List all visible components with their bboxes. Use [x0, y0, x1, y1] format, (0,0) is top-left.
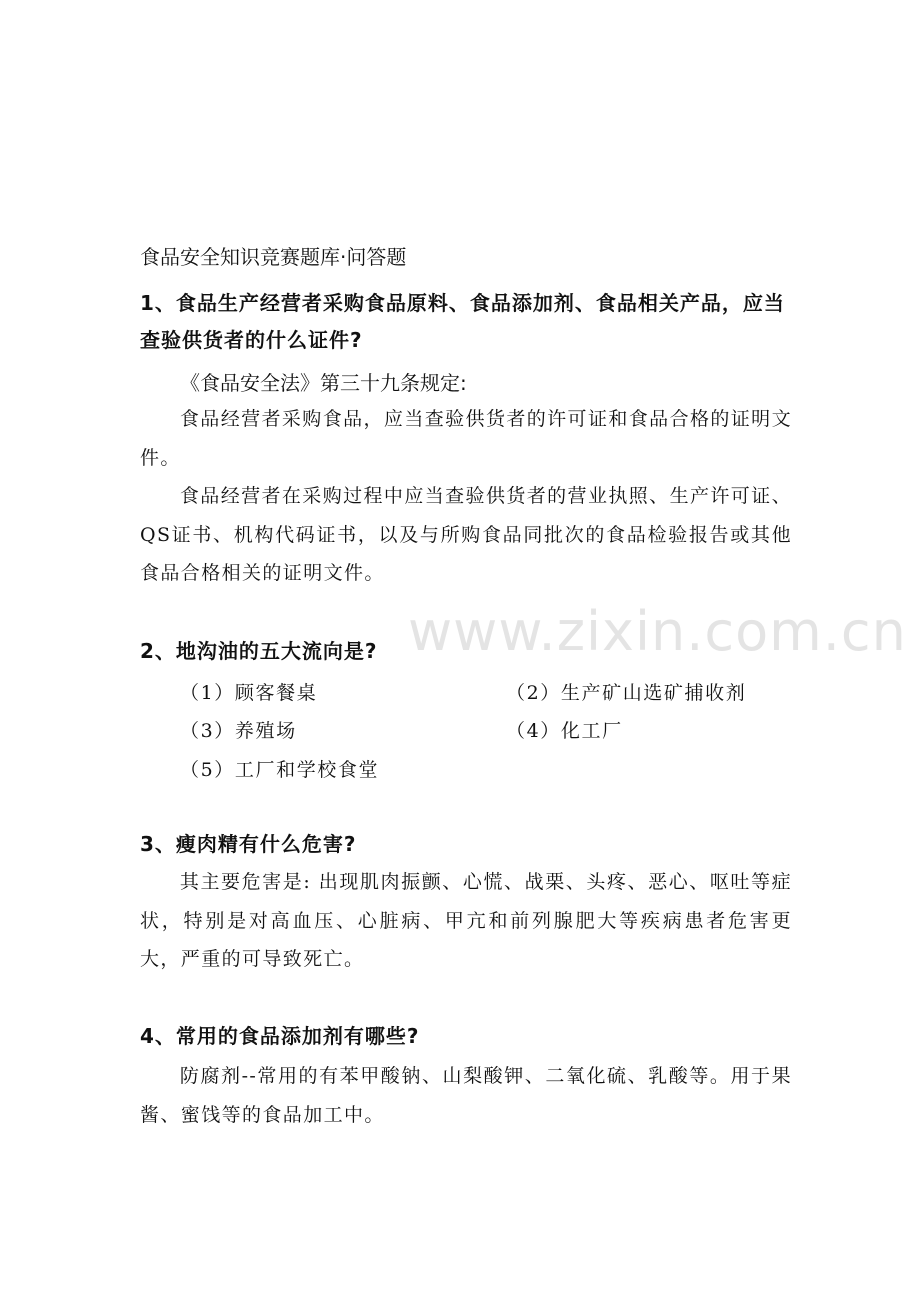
flow-item-3: （3）养殖场 — [180, 720, 297, 742]
flow-item-4: （4）化工厂 — [506, 720, 623, 742]
preservative-term: 防腐剂 — [179, 1065, 242, 1087]
answer-1-paragraph-2: 食品经营者在采购过程中应当查验供货者的营业执照、生产许可证、QS证书、机构代码证书，以及与所购食品同批次的食品检验报告或其他食品合格相关的证明文件。 — [140, 485, 792, 584]
document-title: 食品安全知识竞赛题库·问答题 — [140, 245, 407, 269]
answer-3: 其主要危害是: 出现肌肉振颤、心慌、战栗、头疼、恶心、呕吐等症状，特别是对高血压、心脏病、甲亢和前列腺肥大等疾病患者危害更大，严重的可导致死亡。 — [140, 871, 792, 970]
question-3: 3、瘦肉精有什么危害? — [140, 832, 357, 856]
watermark: www.zixin.com.cn — [408, 600, 907, 663]
question-2: 2、地沟油的五大流向是? — [140, 639, 378, 663]
question-1: 1、食品生产经营者采购食品原料、食品添加剂、食品相关产品，应当查验供货者的什么证件? — [140, 291, 785, 352]
flow-item-1: （1）顾客餐桌 — [180, 682, 318, 704]
flow-item-2: （2）生产矿山选矿捕收剂 — [506, 682, 747, 704]
answer-4-text: --常用的有苯甲酸钠、山梨酸钾、二氧化硫、乳酸等。用于果酱、蜜饯等的食品加工中。 — [140, 1065, 792, 1126]
law-reference: 《食品安全法》第三十九条规定: — [180, 371, 467, 395]
flow-item-5: （5）工厂和学校食堂 — [180, 759, 380, 781]
question-4: 4、常用的食品添加剂有哪些? — [140, 1024, 420, 1048]
answer-4 — [140, 1057, 792, 1134]
answer-1-paragraph-1: 食品经营者采购食品，应当查验供货者的许可证和食品合格的证明文件。 — [140, 408, 792, 469]
